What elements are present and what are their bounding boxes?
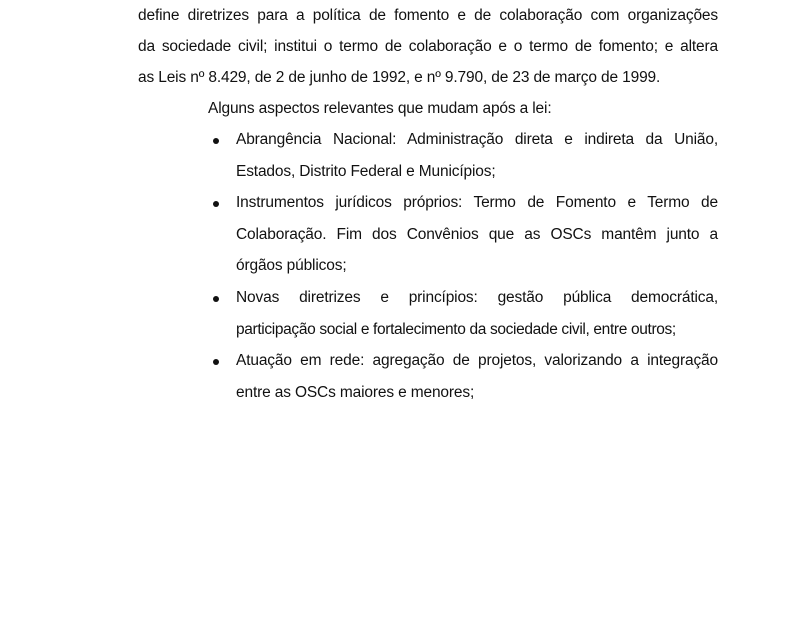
bullet-icon <box>213 138 219 144</box>
paragraph-line: as Leis nº 8.429, de 2 de junho de 1992, e nº 9.790, de 23 de março de 1999. <box>138 69 661 86</box>
bullet-line: Abrangência Nacional: Administração direta e indireta da União, <box>236 131 718 148</box>
bullet-line: Instrumentos jurídicos próprios: Termo de Fomento e Termo de <box>236 194 718 211</box>
bullet-line: Estados, Distrito Federal e Municípios; <box>236 163 496 180</box>
bullet-line: participação social e fortalecimento da sociedade civil, entre outros; <box>236 321 676 338</box>
paragraph-line: da sociedade civil; institui o termo de colaboração e o termo de fomento; e altera <box>138 38 718 55</box>
bullet-line: órgãos públicos; <box>236 257 347 274</box>
paragraph-line: define diretrizes para a política de fomento e de colaboração com organizações <box>138 7 718 24</box>
bullet-line: entre as OSCs maiores e menores; <box>236 384 475 401</box>
intro-text: Alguns aspectos relevantes que mudam após a lei: <box>208 100 552 117</box>
bullet-line: Colaboração. Fim dos Convênios que as OSCs mantêm junto a <box>236 226 718 243</box>
bullet-line: Atuação em rede: agregação de projetos, valorizando a integração <box>236 352 718 369</box>
bullet-line: Novas diretrizes e princípios: gestão pública democrática, <box>236 289 718 306</box>
bullet-icon <box>213 201 219 207</box>
bullet-icon <box>213 296 219 302</box>
bullet-icon <box>213 359 219 365</box>
